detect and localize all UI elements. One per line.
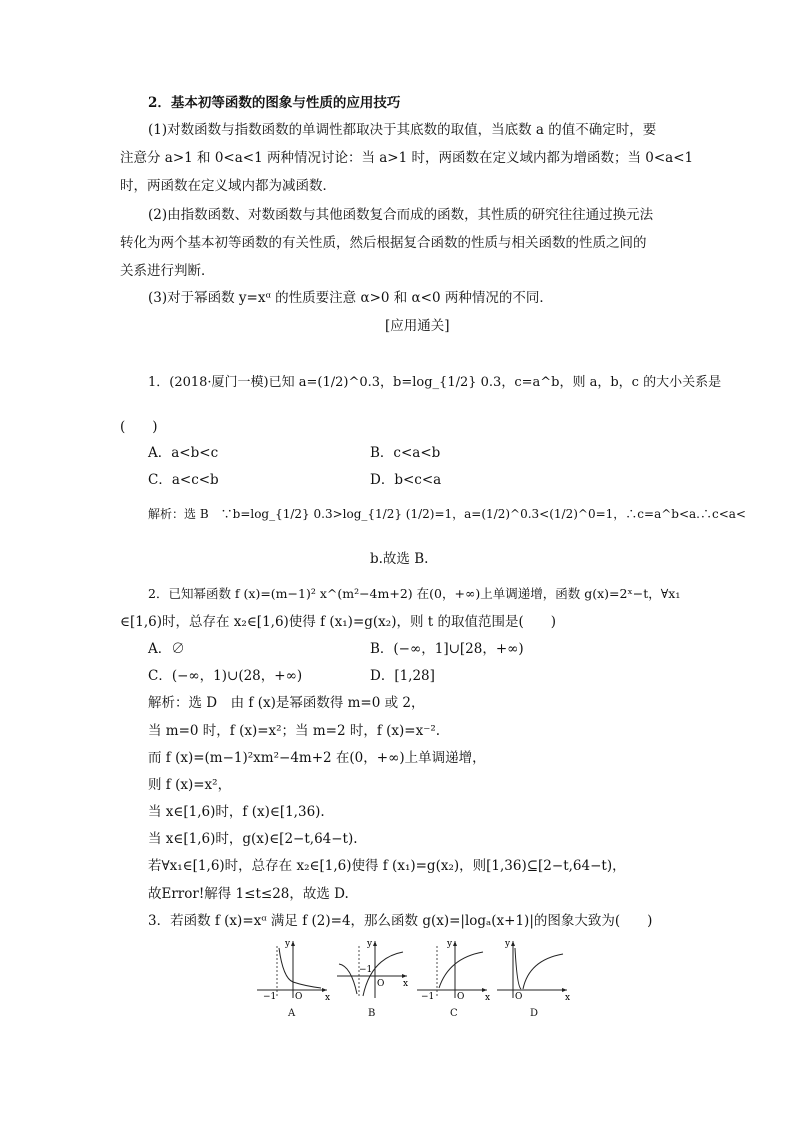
graph-c-origin-label: O [457,992,465,1000]
graph-a-origin-label: O [295,992,303,1000]
q1-option-b: B．c<a<b [370,445,441,461]
p2-line1: (2)由指数函数、对数函数与其他函数复合而成的函数，其性质的研究往往通过换元法 [148,207,654,223]
p2-line2: 转化为两个基本初等函数的有关性质，然后根据复合函数的性质与相关函数的性质之间的 [120,235,647,251]
graph-b-origin-label: O [377,979,385,989]
q3-graph-d [495,938,570,1000]
q1-option-a: A．a<b<c [148,445,219,461]
q3-stem: 3．若函数 f (x)=xᵅ 满足 f (2)=4，那么函数 g(x)=|logₐ(x+1)|的图象大致为( ) [148,913,653,929]
q2-stem-line2: ∈[1,6)时，总存在 x₂∈[1,6)使得 f (x₁)=g(x₂)，则 t 的取值范围是( ) [120,614,557,630]
q2-solution-line1: 解析：选 D 由 f (x)是幂函数得 m=0 或 2， [148,695,425,711]
q2-solution-line2: 当 m=0 时，f (x)=x²；当 m=2 时，f (x)=x⁻². [148,723,441,739]
graph-b-neg1-label: −1 [359,965,373,975]
p1-line3: 时，两函数在定义域内都为减函数． [120,178,336,194]
q3-caption-a: A [288,1008,296,1019]
q1-option-d: D．b<c<a [370,472,442,488]
graph-d-x-label: x [565,993,570,1000]
section-title: 2．基本初等函数的图象与性质的应用技巧 [148,95,401,111]
q2-solution-line8: 故Error!解得 1≤t≤28，故选 D. [148,886,349,902]
q1-stem: 1．(2018·厦门一模)已知 a=(1/2)^0.3，b=log_{1/2} 0.3，c=a^b，则 a，b，c 的大小关系是 [148,375,722,390]
graph-a-neg1-label: −1 [263,992,277,1000]
q1-solution: 解析：选 B ∵b=log_{1/2} 0.3>log_{1/2} (1/2)=1，a=(1/2)^0.3<(1/2)^0=1，∴c=a^b<a.∴c<a< [148,507,746,521]
q2-stem-line1: 2．已知幂函数 f (x)=(m−1)² x^(m²−4m+2) 在(0，+∞)上单调递增，函数 g(x)=2ˣ−t，∀x₁ [148,586,681,601]
q2-option-c: C．(−∞，1)∪(28，+∞) [148,668,303,684]
graph-b-y-label: y [367,939,373,949]
q2-solution-line7: 若∀x₁∈[1,6)时，总存在 x₂∈[1,6)使得 f (x₁)=g(x₂)，则[1,36)⊆[2−t,64−t)， [148,858,626,874]
q3-caption-d: D [530,1008,539,1019]
q2-solution-line3: 而 f (x)=(m−1)²xm²−4m+2 在(0，+∞)上单调递增， [148,750,486,766]
p3-line: (3)对于幂函数 y=xᵅ 的性质要注意 α>0 和 α<0 两种情况的不同． [148,290,553,306]
q1-solution-end: b.故选 B. [370,551,429,567]
q3-caption-c: C [450,1008,458,1019]
q1-option-c: C．a<c<b [148,472,219,488]
q2-solution-line4: 则 f (x)=x²， [148,777,232,793]
q3-graph-a [255,938,330,1000]
q1-paren: ( ) [120,419,158,435]
q3-graph-c [415,938,490,1000]
graph-d-y-label: y [505,939,511,949]
graph-c-x-label: x [485,993,490,1000]
graph-b-x-label: x [403,979,409,989]
q3-caption-b: B [368,1008,376,1019]
p2-line3: 关系进行判断． [120,263,215,279]
q2-option-b: B．(−∞，1]∪[28，+∞) [370,641,524,657]
q3-graph-b [335,938,410,1000]
p1-line1: (1)对数函数与指数函数的单调性都取决于其底数的取值，当底数 a 的值不确定时，要 [148,122,657,138]
q2-solution-line5: 当 x∈[1,6)时，f (x)∈[1,36). [148,804,325,820]
graph-c-y-label: y [447,939,453,949]
p1-line2: 注意分 a>1 和 0<a<1 两种情况讨论：当 a>1 时，两函数在定义域内都为增函数；当 0<a<1 [120,150,694,166]
section-heading: [应用通关] [385,318,450,334]
q2-option-a: A．∅ [148,641,185,657]
q2-option-d: D．[1,28] [370,668,435,684]
graph-d-origin-label: O [515,992,523,1000]
graph-c-neg1-label: −1 [421,992,435,1000]
graph-a-y-label: y [285,939,291,949]
graph-a-x-label: x [325,993,330,1000]
q2-solution-line6: 当 x∈[1,6)时，g(x)∈[2−t,64−t). [148,831,358,847]
